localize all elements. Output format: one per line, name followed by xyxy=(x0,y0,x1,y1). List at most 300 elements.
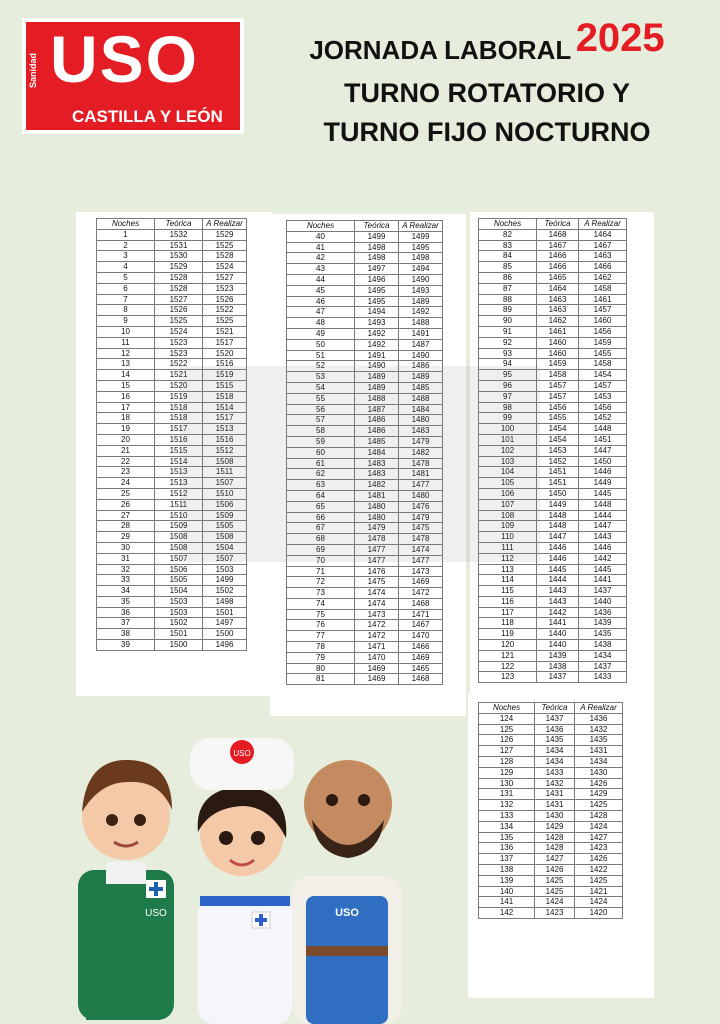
theoretical-cell: 1469 xyxy=(355,674,399,685)
theoretical-cell: 1425 xyxy=(535,875,575,886)
column-header: Teórica xyxy=(535,703,575,714)
hat-uso-label: USO xyxy=(233,749,251,758)
table-row xyxy=(287,339,443,350)
table-row xyxy=(97,283,247,294)
table-row xyxy=(479,618,627,629)
to-work-cell: 1513 xyxy=(203,424,247,435)
theoretical-cell: 1483 xyxy=(355,458,399,469)
nights-cell: 19 xyxy=(97,424,155,435)
nights-cell: 17 xyxy=(97,402,155,413)
nights-cell: 59 xyxy=(287,436,355,447)
table-header-row xyxy=(479,703,623,714)
nights-cell: 80 xyxy=(287,663,355,674)
nights-cell: 132 xyxy=(479,800,535,811)
to-work-cell: 1528 xyxy=(203,251,247,262)
to-work-cell: 1461 xyxy=(579,294,627,305)
table-row xyxy=(97,348,247,359)
to-work-cell: 1512 xyxy=(203,445,247,456)
to-work-cell: 1484 xyxy=(399,404,443,415)
nights-cell: 76 xyxy=(287,620,355,631)
theoretical-cell: 1523 xyxy=(155,337,203,348)
nights-cell: 121 xyxy=(479,650,537,661)
theoretical-cell: 1467 xyxy=(537,240,579,251)
theoretical-cell: 1453 xyxy=(537,445,579,456)
nights-cell: 62 xyxy=(287,469,355,480)
table-row xyxy=(287,318,443,329)
nights-cell: 10 xyxy=(97,326,155,337)
to-work-cell: 1451 xyxy=(579,434,627,445)
to-work-cell: 1427 xyxy=(575,832,623,843)
theoretical-cell: 1492 xyxy=(355,328,399,339)
theoretical-cell: 1512 xyxy=(155,488,203,499)
table-row xyxy=(479,305,627,316)
theoretical-cell: 1425 xyxy=(535,886,575,897)
theoretical-cell: 1498 xyxy=(355,253,399,264)
theoretical-cell: 1511 xyxy=(155,499,203,510)
theoretical-cell: 1454 xyxy=(537,424,579,435)
to-work-cell: 1424 xyxy=(575,897,623,908)
logo-region: CASTILLA Y LEÓN xyxy=(72,107,223,126)
theoretical-cell: 1440 xyxy=(537,640,579,651)
theoretical-cell: 1483 xyxy=(355,469,399,480)
to-work-cell: 1506 xyxy=(203,499,247,510)
nights-cell: 36 xyxy=(97,607,155,618)
to-work-cell: 1447 xyxy=(579,521,627,532)
table-row xyxy=(479,735,623,746)
theoretical-cell: 1465 xyxy=(537,272,579,283)
nights-cell: 101 xyxy=(479,434,537,445)
to-work-cell: 1527 xyxy=(203,272,247,283)
theoretical-cell: 1480 xyxy=(355,512,399,523)
table-row xyxy=(479,800,623,811)
column-header: Noches xyxy=(479,703,535,714)
nights-cell: 75 xyxy=(287,609,355,620)
title-line1: JORNADA LABORAL xyxy=(309,35,572,65)
to-work-cell: 1504 xyxy=(203,542,247,553)
table-header-row xyxy=(97,219,247,230)
theoretical-cell: 1482 xyxy=(355,480,399,491)
table-row xyxy=(287,577,443,588)
nights-cell: 4 xyxy=(97,262,155,273)
to-work-cell: 1474 xyxy=(399,544,443,555)
nights-cell: 66 xyxy=(287,512,355,523)
nights-cell: 16 xyxy=(97,391,155,402)
to-work-cell: 1498 xyxy=(203,596,247,607)
theoretical-cell: 1451 xyxy=(537,478,579,489)
table-row xyxy=(479,832,623,843)
theoretical-cell: 1452 xyxy=(537,456,579,467)
nights-cell: 141 xyxy=(479,897,535,908)
nights-cell: 13 xyxy=(97,359,155,370)
to-work-cell: 1470 xyxy=(399,631,443,642)
theoretical-cell: 1446 xyxy=(537,542,579,553)
theoretical-cell: 1513 xyxy=(155,478,203,489)
theoretical-cell: 1505 xyxy=(155,575,203,586)
table-row xyxy=(479,575,627,586)
theoretical-cell: 1449 xyxy=(537,499,579,510)
to-work-cell: 1437 xyxy=(579,586,627,597)
to-work-cell: 1435 xyxy=(579,629,627,640)
theoretical-cell: 1437 xyxy=(535,713,575,724)
to-work-cell: 1499 xyxy=(203,575,247,586)
to-work-cell: 1476 xyxy=(399,501,443,512)
table-row xyxy=(287,264,443,275)
table-row xyxy=(287,566,443,577)
theoretical-cell: 1457 xyxy=(537,380,579,391)
to-work-cell: 1525 xyxy=(203,240,247,251)
theoretical-cell: 1495 xyxy=(355,296,399,307)
to-work-cell: 1478 xyxy=(399,458,443,469)
column-header: A Realizar xyxy=(575,703,623,714)
nights-cell: 131 xyxy=(479,789,535,800)
to-work-cell: 1467 xyxy=(399,620,443,631)
table-row xyxy=(287,253,443,264)
to-work-cell: 1434 xyxy=(579,650,627,661)
nights-cell: 39 xyxy=(97,640,155,651)
nights-cell: 115 xyxy=(479,586,537,597)
theoretical-cell: 1479 xyxy=(355,523,399,534)
to-work-cell: 1517 xyxy=(203,337,247,348)
theoretical-cell: 1477 xyxy=(355,555,399,566)
to-work-cell: 1436 xyxy=(579,607,627,618)
to-work-cell: 1468 xyxy=(399,598,443,609)
theoretical-cell: 1474 xyxy=(355,588,399,599)
theoretical-cell: 1480 xyxy=(355,501,399,512)
nights-cell: 111 xyxy=(479,542,537,553)
theoretical-cell: 1428 xyxy=(535,832,575,843)
theoretical-cell: 1437 xyxy=(537,672,579,683)
nights-cell: 70 xyxy=(287,555,355,566)
column-header: A Realizar xyxy=(399,221,443,232)
table-row xyxy=(479,746,623,757)
nights-cell: 55 xyxy=(287,393,355,404)
theoretical-cell: 1462 xyxy=(537,316,579,327)
theoretical-cell: 1461 xyxy=(537,326,579,337)
table-row xyxy=(287,285,443,296)
to-work-cell: 1522 xyxy=(203,305,247,316)
theoretical-cell: 1491 xyxy=(355,350,399,361)
to-work-cell: 1445 xyxy=(579,488,627,499)
theoretical-cell: 1427 xyxy=(535,854,575,865)
nights-cell: 118 xyxy=(479,618,537,629)
to-work-cell: 1523 xyxy=(203,283,247,294)
table-row xyxy=(97,326,247,337)
theoretical-cell: 1431 xyxy=(535,800,575,811)
nights-cell: 22 xyxy=(97,456,155,467)
table-row xyxy=(479,778,623,789)
theoretical-cell: 1468 xyxy=(537,229,579,240)
theoretical-cell: 1431 xyxy=(535,789,575,800)
theoretical-cell: 1499 xyxy=(355,231,399,242)
nights-cell: 106 xyxy=(479,488,537,499)
nights-cell: 67 xyxy=(287,523,355,534)
nights-cell: 90 xyxy=(479,316,537,327)
to-work-cell: 1483 xyxy=(399,426,443,437)
logo-sanidad: Sanidad xyxy=(28,52,38,88)
table-row xyxy=(97,607,247,618)
to-work-cell: 1458 xyxy=(579,283,627,294)
nights-cell: 99 xyxy=(479,413,537,424)
nights-cell: 50 xyxy=(287,339,355,350)
theoretical-cell: 1444 xyxy=(537,575,579,586)
theoretical-cell: 1489 xyxy=(355,372,399,383)
hours-table xyxy=(478,702,623,919)
theoretical-cell: 1446 xyxy=(537,553,579,564)
nights-cell: 9 xyxy=(97,316,155,327)
theoretical-cell: 1469 xyxy=(355,663,399,674)
nights-cell: 2 xyxy=(97,240,155,251)
theoretical-cell: 1475 xyxy=(355,577,399,588)
nights-cell: 100 xyxy=(479,424,537,435)
theoretical-cell: 1486 xyxy=(355,426,399,437)
theoretical-cell: 1478 xyxy=(355,534,399,545)
logo-badge xyxy=(26,22,240,130)
theoretical-cell: 1472 xyxy=(355,620,399,631)
column-header: Noches xyxy=(287,221,355,232)
to-work-cell: 1454 xyxy=(579,370,627,381)
theoretical-cell: 1450 xyxy=(537,488,579,499)
theoretical-cell: 1532 xyxy=(155,229,203,240)
nights-cell: 72 xyxy=(287,577,355,588)
nights-cell: 102 xyxy=(479,445,537,456)
table-row xyxy=(479,897,623,908)
theoretical-cell: 1436 xyxy=(535,724,575,735)
to-work-cell: 1467 xyxy=(579,240,627,251)
to-work-cell: 1521 xyxy=(203,326,247,337)
theoretical-cell: 1485 xyxy=(355,436,399,447)
nights-cell: 109 xyxy=(479,521,537,532)
table-row xyxy=(479,607,627,618)
to-work-cell: 1505 xyxy=(203,521,247,532)
nights-cell: 24 xyxy=(97,478,155,489)
nights-cell: 104 xyxy=(479,467,537,478)
to-work-cell: 1493 xyxy=(399,285,443,296)
man-figure xyxy=(292,760,402,1024)
theoretical-cell: 1474 xyxy=(355,598,399,609)
to-work-cell: 1502 xyxy=(203,586,247,597)
theoretical-cell: 1448 xyxy=(537,510,579,521)
to-work-cell: 1469 xyxy=(399,577,443,588)
table-row xyxy=(479,240,627,251)
theoretical-cell: 1458 xyxy=(537,370,579,381)
to-work-cell: 1436 xyxy=(575,713,623,724)
to-work-cell: 1496 xyxy=(203,640,247,651)
to-work-cell: 1464 xyxy=(579,229,627,240)
to-work-cell: 1463 xyxy=(579,251,627,262)
theoretical-cell: 1528 xyxy=(155,283,203,294)
title-year: 2025 xyxy=(575,16,665,60)
nights-cell: 48 xyxy=(287,318,355,329)
nights-cell: 5 xyxy=(97,272,155,283)
table-row xyxy=(97,596,247,607)
table-row xyxy=(287,609,443,620)
nights-cell: 79 xyxy=(287,652,355,663)
nights-cell: 135 xyxy=(479,832,535,843)
column-header: Noches xyxy=(97,219,155,230)
nights-cell: 98 xyxy=(479,402,537,413)
theoretical-cell: 1451 xyxy=(537,467,579,478)
theoretical-cell: 1506 xyxy=(155,564,203,575)
theoretical-cell: 1493 xyxy=(355,318,399,329)
to-work-cell: 1503 xyxy=(203,564,247,575)
nights-cell: 57 xyxy=(287,415,355,426)
table-row xyxy=(479,650,627,661)
table-row xyxy=(287,674,443,685)
theoretical-cell: 1476 xyxy=(355,566,399,577)
nights-cell: 85 xyxy=(479,262,537,273)
nights-cell: 103 xyxy=(479,456,537,467)
nights-cell: 38 xyxy=(97,629,155,640)
table-row xyxy=(97,629,247,640)
theoretical-cell: 1487 xyxy=(355,404,399,415)
nights-cell: 123 xyxy=(479,672,537,683)
nights-cell: 127 xyxy=(479,746,535,757)
to-work-cell: 1426 xyxy=(575,854,623,865)
nights-cell: 60 xyxy=(287,447,355,458)
to-work-cell: 1488 xyxy=(399,318,443,329)
nights-cell: 18 xyxy=(97,413,155,424)
nights-cell: 82 xyxy=(479,229,537,240)
table-row xyxy=(97,294,247,305)
table-row xyxy=(97,564,247,575)
theoretical-cell: 1456 xyxy=(537,402,579,413)
table-row xyxy=(479,629,627,640)
nights-cell: 56 xyxy=(287,404,355,415)
nights-cell: 41 xyxy=(287,242,355,253)
theoretical-cell: 1472 xyxy=(355,631,399,642)
theoretical-cell: 1489 xyxy=(355,382,399,393)
to-work-cell: 1479 xyxy=(399,512,443,523)
theoretical-cell: 1516 xyxy=(155,434,203,445)
theoretical-cell: 1430 xyxy=(535,810,575,821)
theoretical-cell: 1423 xyxy=(535,908,575,919)
theoretical-cell: 1433 xyxy=(535,767,575,778)
nights-cell: 33 xyxy=(97,575,155,586)
table-row xyxy=(479,337,627,348)
to-work-cell: 1445 xyxy=(579,564,627,575)
to-work-cell: 1510 xyxy=(203,488,247,499)
to-work-cell: 1448 xyxy=(579,424,627,435)
table-row xyxy=(287,296,443,307)
to-work-cell: 1448 xyxy=(579,499,627,510)
table-row xyxy=(479,767,623,778)
nights-cell: 117 xyxy=(479,607,537,618)
table-row xyxy=(479,586,627,597)
theoretical-cell: 1514 xyxy=(155,456,203,467)
table-row xyxy=(97,229,247,240)
theoretical-cell: 1521 xyxy=(155,370,203,381)
to-work-cell: 1498 xyxy=(399,253,443,264)
nights-cell: 128 xyxy=(479,756,535,767)
table-row xyxy=(479,713,623,724)
theoretical-cell: 1522 xyxy=(155,359,203,370)
nights-cell: 133 xyxy=(479,810,535,821)
table-row xyxy=(97,640,247,651)
table-row xyxy=(287,274,443,285)
table-row xyxy=(97,575,247,586)
nights-cell: 107 xyxy=(479,499,537,510)
nights-cell: 31 xyxy=(97,553,155,564)
nights-cell: 112 xyxy=(479,553,537,564)
theoretical-cell: 1528 xyxy=(155,272,203,283)
to-work-cell: 1479 xyxy=(399,436,443,447)
table-row xyxy=(479,854,623,865)
nights-cell: 51 xyxy=(287,350,355,361)
nights-cell: 116 xyxy=(479,596,537,607)
nights-cell: 137 xyxy=(479,854,535,865)
nights-cell: 65 xyxy=(287,501,355,512)
to-work-cell: 1507 xyxy=(203,478,247,489)
theoretical-cell: 1448 xyxy=(537,521,579,532)
nights-cell: 8 xyxy=(97,305,155,316)
table-row xyxy=(287,588,443,599)
table-row xyxy=(97,251,247,262)
theoretical-cell: 1518 xyxy=(155,402,203,413)
to-work-cell: 1475 xyxy=(399,523,443,534)
theoretical-cell: 1443 xyxy=(537,596,579,607)
theoretical-cell: 1526 xyxy=(155,305,203,316)
nights-cell: 86 xyxy=(479,272,537,283)
to-work-cell: 1490 xyxy=(399,350,443,361)
nights-cell: 94 xyxy=(479,359,537,370)
to-work-cell: 1468 xyxy=(399,674,443,685)
theoretical-cell: 1504 xyxy=(155,586,203,597)
nights-cell: 21 xyxy=(97,445,155,456)
nights-cell: 130 xyxy=(479,778,535,789)
to-work-cell: 1432 xyxy=(575,724,623,735)
table-row xyxy=(479,789,623,800)
table-row xyxy=(97,272,247,283)
to-work-cell: 1460 xyxy=(579,316,627,327)
to-work-cell: 1509 xyxy=(203,510,247,521)
to-work-cell: 1466 xyxy=(399,642,443,653)
table-row xyxy=(479,283,627,294)
to-work-cell: 1489 xyxy=(399,372,443,383)
to-work-cell: 1443 xyxy=(579,532,627,543)
table-row xyxy=(479,843,623,854)
to-work-cell: 1517 xyxy=(203,413,247,424)
nights-cell: 120 xyxy=(479,640,537,651)
to-work-cell: 1507 xyxy=(203,553,247,564)
nights-cell: 49 xyxy=(287,328,355,339)
nights-cell: 81 xyxy=(287,674,355,685)
to-work-cell: 1488 xyxy=(399,393,443,404)
nights-cell: 139 xyxy=(479,875,535,886)
theoretical-cell: 1445 xyxy=(537,564,579,575)
to-work-cell: 1452 xyxy=(579,413,627,424)
to-work-cell: 1501 xyxy=(203,607,247,618)
theoretical-cell: 1463 xyxy=(537,305,579,316)
theoretical-cell: 1466 xyxy=(537,251,579,262)
nights-cell: 134 xyxy=(479,821,535,832)
nights-cell: 58 xyxy=(287,426,355,437)
column-header: Teórica xyxy=(355,221,399,232)
nights-cell: 52 xyxy=(287,361,355,372)
table-row xyxy=(479,661,627,672)
column-header: Noches xyxy=(479,219,537,230)
to-work-cell: 1500 xyxy=(203,629,247,640)
table-row xyxy=(479,326,627,337)
nights-cell: 54 xyxy=(287,382,355,393)
table-row xyxy=(479,316,627,327)
nights-cell: 119 xyxy=(479,629,537,640)
theoretical-cell: 1455 xyxy=(537,413,579,424)
to-work-cell: 1453 xyxy=(579,391,627,402)
overalls-uso-label: USO xyxy=(335,907,359,919)
to-work-cell: 1485 xyxy=(399,382,443,393)
to-work-cell: 1480 xyxy=(399,490,443,501)
to-work-cell: 1480 xyxy=(399,415,443,426)
